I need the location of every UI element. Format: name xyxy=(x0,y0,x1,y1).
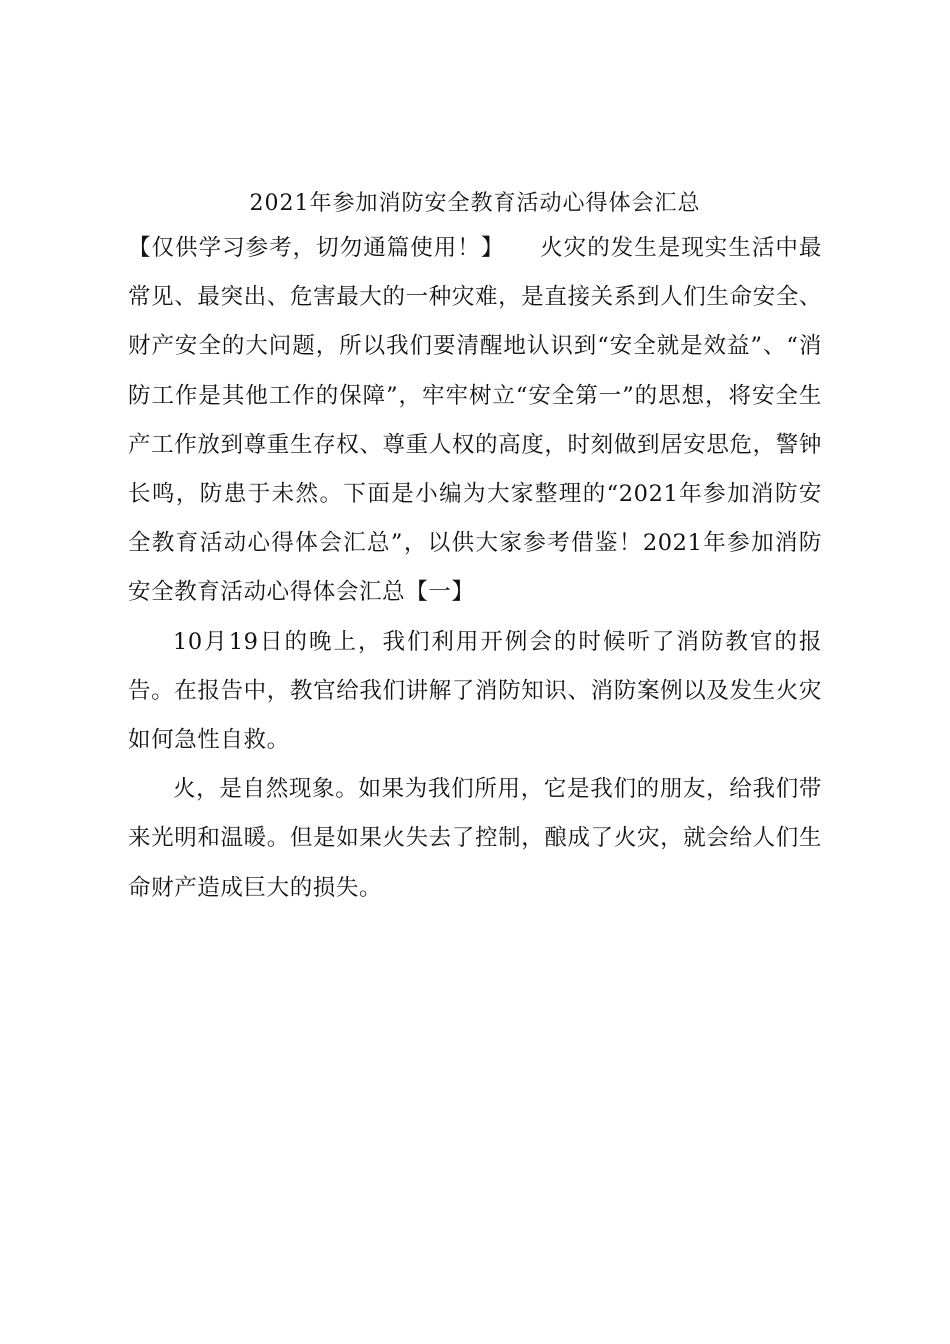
intro-paragraph: 【仅供学习参考，切勿通篇使用！】 火灾的发生是现实生活中最常见、最突出、危害最大的一种灾难，是直接关系到人们生命安全、财产安全的大问题，所以我们要清醒地认识到“安全就是效益”、“消防工作是其他工作的保障”，牢牢树立“安全第一”的思想，将安全生产工作放到尊重生存权、尊重人权的高度，时刻做到居安思危，警钟长鸣，防患于未然。下面是小编为大家整理的“2021年参加消防安全教育活动心得体会汇总”，以供大家参考借鉴！2021年参加消防安全教育活动心得体会汇总【一】 xyxy=(128,235,822,606)
document-body xyxy=(128,184,822,913)
document-title: 2021年参加消防安全教育活动心得体会汇总 xyxy=(249,191,701,216)
body-paragraph-1: 10月19日的晚上，我们利用开例会的时候听了消防教官的报告。在报告中，教官给我们讲解了消防知识、消防案例以及发生火灾如何急性自救。 xyxy=(128,628,822,754)
body-paragraph-2: 火，是自然现象。如果为我们所用，它是我们的朋友，给我们带来光明和温暖。但是如果火失去了控制，酿成了火灾，就会给人们生命财产造成巨大的损失。 xyxy=(128,776,822,901)
